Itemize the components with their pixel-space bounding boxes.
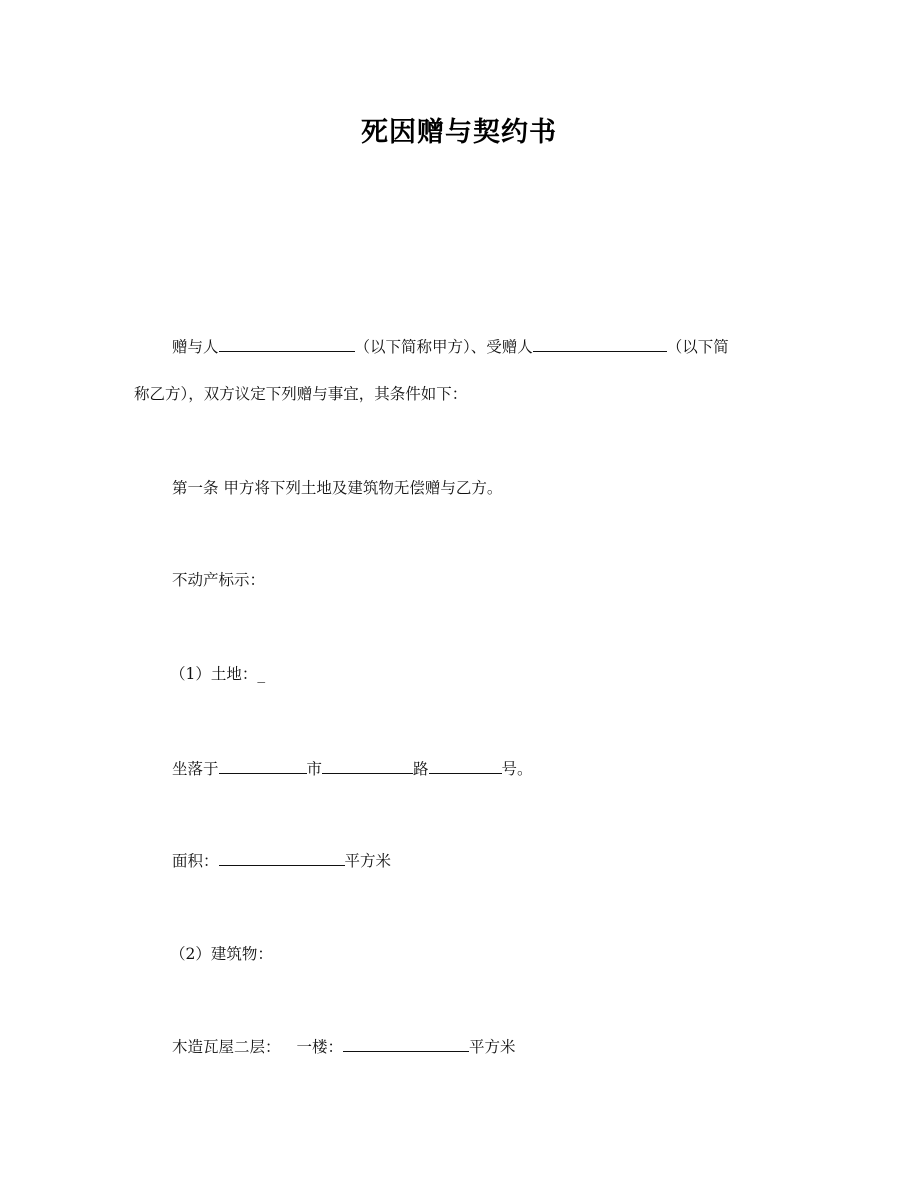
location-line — [172, 758, 533, 779]
floor1-unit: 平方米 — [469, 1038, 516, 1056]
building-line — [172, 1036, 516, 1057]
building-type: 木造瓦屋二层： — [172, 1038, 281, 1056]
donor-name-blank[interactable] — [219, 336, 355, 352]
city-blank[interactable] — [219, 758, 307, 774]
floor1-area-blank[interactable] — [343, 1036, 469, 1052]
number-blank[interactable] — [429, 758, 502, 774]
area-blank[interactable] — [219, 850, 345, 866]
donee-suffix: （以下简 — [666, 338, 729, 356]
city-label: 市 — [306, 760, 323, 778]
land-label: （1）土地：_ — [170, 665, 266, 683]
area-line — [172, 850, 391, 871]
location-prefix: 坐落于 — [172, 760, 219, 778]
area-label: 面积： — [172, 852, 219, 870]
number-label: 号。 — [501, 760, 533, 778]
donee-name-blank[interactable] — [533, 336, 667, 352]
area-unit: 平方米 — [344, 852, 392, 870]
floor1-label: 一楼： — [296, 1038, 344, 1056]
document-title: 死因赠与契约书 — [361, 117, 557, 148]
building-label: （2）建筑物： — [170, 945, 273, 963]
donor-suffix: （以下简称甲方）、受赠人 — [354, 338, 533, 356]
intro-line-1 — [172, 336, 729, 357]
road-blank[interactable] — [322, 758, 413, 774]
article-1: 第一条 甲方将下列土地及建筑物无偿赠与乙方。 — [172, 479, 503, 497]
intro-line-2: 称乙方），双方议定下列赠与事宜，其条件如下： — [134, 385, 468, 403]
donor-label: 赠与人 — [172, 338, 219, 356]
property-heading: 不动产标示： — [172, 571, 266, 589]
road-label: 路 — [413, 760, 429, 778]
